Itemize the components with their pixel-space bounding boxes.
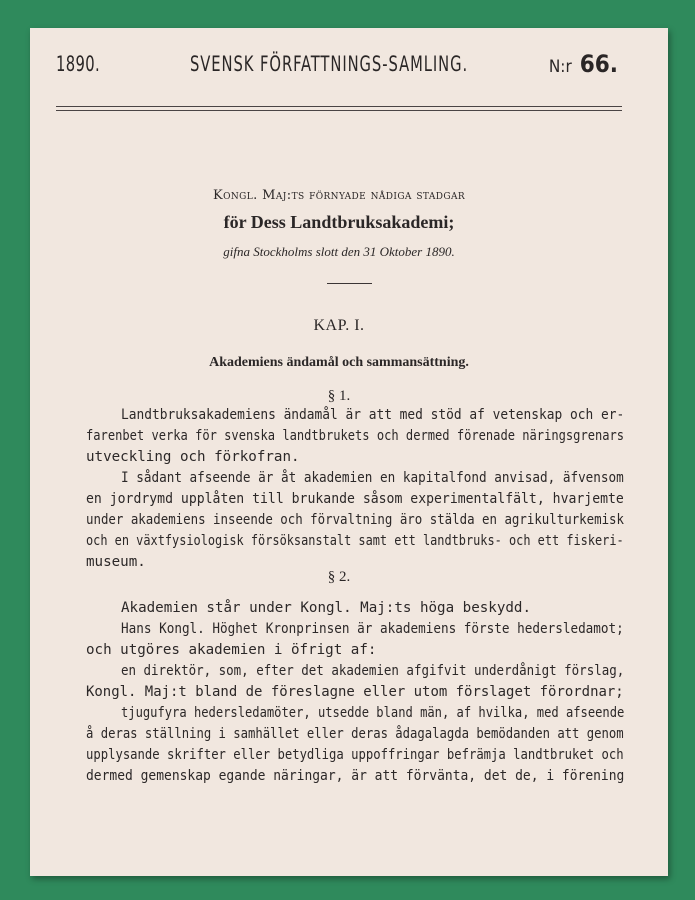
header-title: SVENSK FÖRFATTNINGS-SAMLING. [190, 52, 469, 76]
text-line: utveckling och förkofran. [86, 449, 300, 465]
section-2-body [86, 598, 624, 788]
section-1-body [86, 405, 624, 575]
section-2-label: § 2. [327, 569, 351, 585]
section-1-label: § 1. [327, 388, 351, 404]
text-line: Hans Kongl. Höghet Kronprinsen är akademiens förste hedersledamot; [121, 621, 624, 637]
header-year: 1890. [56, 52, 101, 76]
text-line: tjugufyra hedersledamöter, utsedde bland män, af hvilka, med afseende [121, 705, 625, 721]
text-line: under akademiens inseende och förvaltning äro stälda en agrikulturkemisk [86, 512, 624, 528]
chapter-label: KAP. I. [313, 317, 365, 334]
title-divider [327, 283, 372, 284]
text-line: å deras ställning i samhället eller deras ådagalagda bemödanden att genom [86, 726, 624, 742]
text-line: museum. [86, 554, 146, 570]
decree-given: gifna Stockholms slott den 31 Oktober 1890. [223, 244, 455, 259]
text-line: och en växtfysiologisk försöksanstalt samt ett landtbruks- och ett fiskeri- [86, 533, 624, 549]
header-number [549, 50, 618, 78]
page-header [56, 50, 622, 84]
decree-title: för Dess Landtbruksakademi; [223, 212, 455, 232]
text-line: Kongl. Maj:t bland de föreslagne eller utom förslaget förordnar; [86, 684, 624, 700]
header-number-value: 66. [579, 50, 618, 78]
text-line: farenbet verka för svenska landtbrukets och dermed förenade näringsgrenars [86, 428, 625, 444]
text-line: en direktör, som, efter det akademien afgifvit underdånigt förslag, [121, 663, 625, 679]
header-number-prefix: N:r [548, 57, 572, 77]
text-line: dermed gemenskap egande näringar, är att förvänta, det de, i förening [86, 768, 625, 784]
text-line: Akademien står under Kongl. Maj:ts höga beskydd. [121, 600, 531, 616]
header-rule-bottom [56, 110, 622, 111]
text-line: och utgöres akademien i öfrigt af: [86, 642, 377, 658]
chapter-title: Akademiens ändamål och sammansättning. [209, 355, 469, 370]
text-line: en jordrymd upplåten till brukande såsom experimentalfält, hvarjemte [86, 491, 624, 507]
header-rule-top [56, 106, 622, 107]
text-line: Landtbruksakademiens ändamål är att med stöd af vetenskap och er- [121, 407, 625, 423]
text-line: I sådant afseende är åt akademien en kapitalfond anvisad, äfvensom [121, 470, 624, 486]
decree-line: Kongl. Maj:ts förnyade nådiga stadgar [212, 188, 466, 203]
text-line: upplysande skrifter eller betydliga uppoffringar befrämja landtbruket och [86, 747, 624, 763]
